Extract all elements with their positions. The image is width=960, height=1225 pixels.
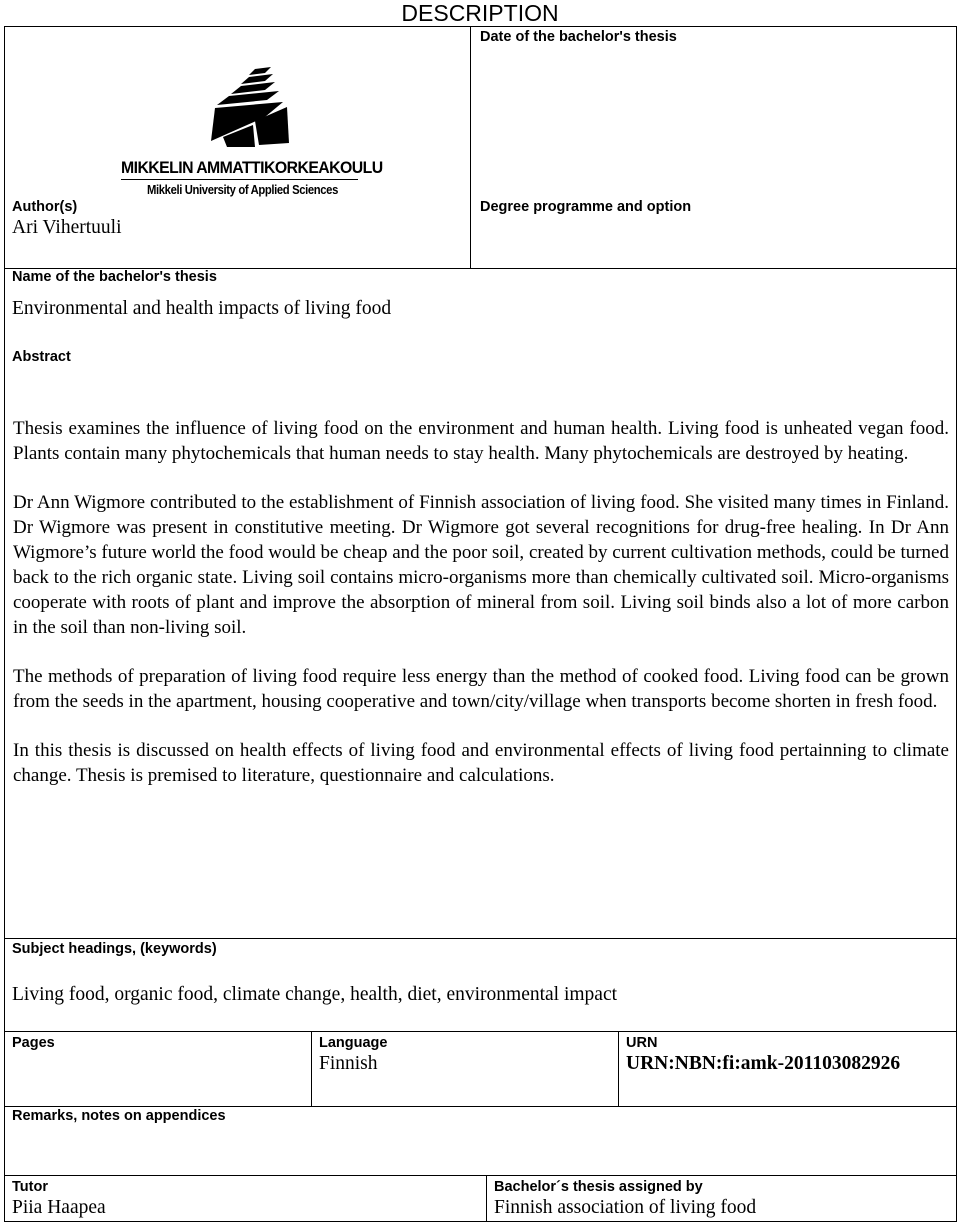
divider xyxy=(5,1175,956,1176)
keywords-value: Living food, organic food, climate change, health, diet, environmental impact xyxy=(12,984,618,1005)
divider xyxy=(5,1031,956,1032)
form-heading: DESCRIPTION xyxy=(401,0,559,26)
university-name-english: Mikkeli University of Applied Sciences xyxy=(147,183,338,197)
abstract-body xyxy=(13,416,949,812)
university-logo xyxy=(115,65,383,197)
thesis-description-form xyxy=(4,26,957,1222)
urn-label: URN xyxy=(626,1035,658,1051)
tutor-label: Tutor xyxy=(12,1179,48,1195)
keywords-label: Subject headings, (keywords) xyxy=(12,941,217,957)
divider xyxy=(486,1175,487,1222)
date-label: Date of the bachelor's thesis xyxy=(480,29,677,45)
divider xyxy=(5,938,956,939)
abstract-paragraph: The methods of preparation of living food require less energy than the method of cooked food. Living food can be grown from the seeds in the apartment, housing cooperative and town/city/village when transports become shorten in fresh food. xyxy=(13,666,949,712)
divider xyxy=(470,27,471,268)
thesis-name-value: Environmental and health impacts of living food xyxy=(12,298,392,319)
urn-value: URN:NBN:fi:amk-201103082926 xyxy=(626,1053,901,1074)
degree-programme-label: Degree programme and option xyxy=(480,199,692,215)
logo-divider xyxy=(121,179,358,180)
divider xyxy=(618,1031,619,1106)
university-emblem-icon xyxy=(115,65,365,157)
language-value: Finnish xyxy=(319,1053,378,1074)
divider xyxy=(5,1106,956,1107)
abstract-label: Abstract xyxy=(12,349,71,365)
author-value: Ari Vihertuuli xyxy=(12,217,122,238)
abstract-paragraph: Thesis examines the influence of living food on the environment and human health. Living food is unheated vegan food. Plants contain many phytochemicals that human needs to stay health. Many phytochemicals are destroyed by heating. xyxy=(13,418,949,464)
abstract-paragraph: Dr Ann Wigmore contributed to the establishment of Finnish association of living food. She visited many times in Finland. Dr Wigmore was present in constitutive meeting. Dr Wigmore got several recognitions for drug-free healing. In Dr Ann Wigmore’s future world the food would be cheap and the poor soil, created by current cultivation methods, could be turned back to the rich organic state. Living soil contains micro-organisms more than chemically cultivated soil. Micro-organisms cooperate with roots of plant and improve the absorption of mineral from soil. Living soil binds also a lot of more carbon in the soil than non-living soil. xyxy=(13,492,949,638)
assigned-by-value: Finnish association of living food xyxy=(494,1197,757,1218)
pages-label: Pages xyxy=(12,1035,55,1051)
divider xyxy=(311,1031,312,1106)
university-name-finnish: MIKKELIN AMMATTIKORKEAKOULU xyxy=(121,158,383,177)
tutor-value: Piia Haapea xyxy=(12,1197,106,1218)
author-label: Author(s) xyxy=(12,199,78,215)
thesis-name-label: Name of the bachelor's thesis xyxy=(12,269,217,285)
abstract-paragraph: In this thesis is discussed on health effects of living food and environmental effects of living food pertainning to climate change. Thesis is premised to literature, questionnaire and calculations. xyxy=(13,740,949,786)
remarks-label: Remarks, notes on appendices xyxy=(12,1108,226,1124)
language-label: Language xyxy=(319,1035,388,1051)
assigned-by-label: Bachelor´s thesis assigned by xyxy=(494,1179,703,1195)
